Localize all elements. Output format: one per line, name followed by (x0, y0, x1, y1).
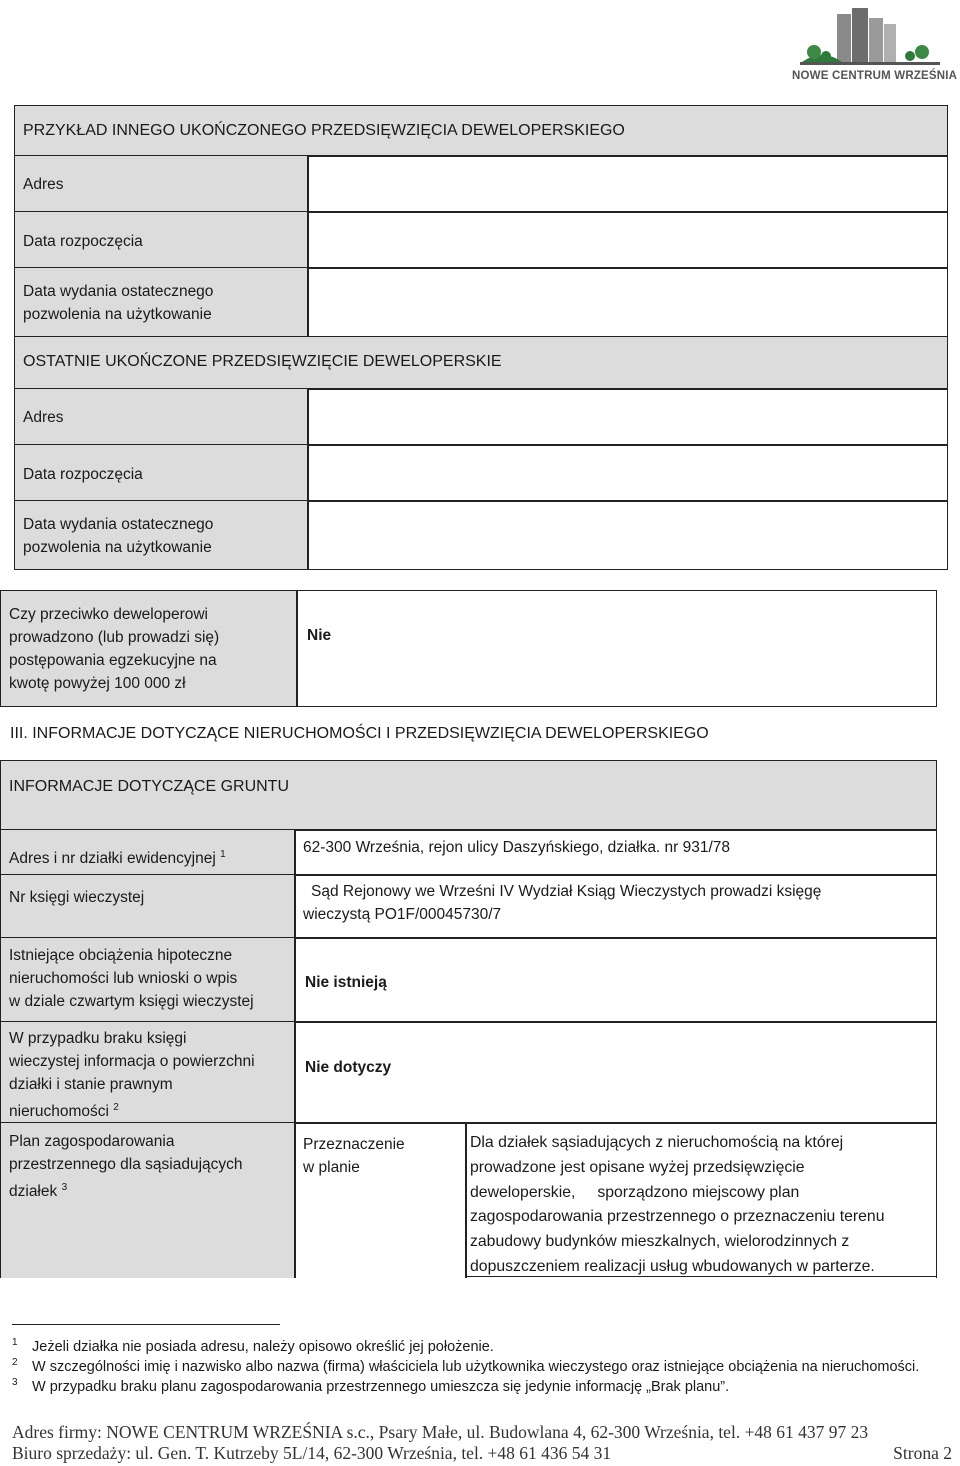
grunt-brak-line2: wieczystej informacja o powierzchni (9, 1053, 255, 1070)
footnote-2-num: 2 (12, 1357, 18, 1368)
egzekucja-line1: Czy przeciwko deweloperowi (9, 606, 208, 623)
plan-value-bottom-border (467, 1276, 937, 1277)
grunt-plan-value-line6: dopuszczeniem realizacji usług wbudowanych w parterze. (470, 1257, 875, 1275)
footnote-separator (12, 1324, 280, 1325)
table1-permit-line2: pozwolenia na użytkowanie (23, 306, 212, 323)
grunt-brak-line4: nieruchomości (9, 1103, 109, 1121)
grunt-plan-value-line1: Dla działek sąsiadujących z nieruchomością na której (470, 1134, 844, 1151)
table2-adres-value (307, 388, 948, 446)
grunt-plan-value-line2: prowadzone jest opisane wyżej przedsięwzięcie (470, 1158, 805, 1176)
grunt-plan-label (3, 1130, 249, 1203)
table1-permit-line1: Data wydania ostatecznego (23, 283, 214, 300)
grunt-ksiega-line1: Sąd Rejonowy we Wrześni IV Wydział Ksiąg Wieczystych prowadzi księgę (311, 883, 822, 900)
footnote-3 (12, 1377, 942, 1397)
table2-header-cell (14, 336, 948, 390)
grunt-ksiega-label-cell (0, 874, 296, 939)
grunt-plan-value-line5: zabudowy budynków mieszkalnych, wielorodzinnych z (470, 1233, 850, 1251)
grunt-obciazenia-label-cell (0, 937, 296, 1023)
grunt-brak-line3: działki i stanie prawnym (9, 1076, 173, 1093)
grunt-ksiega-line2: wieczystą PO1F/00045730/7 (303, 906, 502, 923)
grunt-ksiega-value (297, 880, 827, 926)
grunt-przeznaczenie-line1: Przeznaczenie (303, 1136, 405, 1153)
grunt-adres-value-cell (294, 829, 937, 876)
footnote-1-num: 1 (12, 1337, 18, 1348)
table2-start-label: Data rozpoczęcia (23, 466, 143, 483)
egzekucja-label (3, 603, 225, 695)
table2-start-label-cell (14, 444, 309, 502)
table1-adres-label: Adres (23, 176, 64, 193)
grunt-ksiega-value-cell (294, 874, 937, 939)
table2-adres-label: Adres (23, 409, 64, 426)
grunt-header-cell (0, 760, 937, 831)
grunt-adres-label-cell (0, 829, 296, 876)
grunt-obciazenia-line2: nieruchomości lub wnioski o wpis (9, 970, 238, 987)
logo-text: NOWE CENTRUM WRZEŚNIA (792, 70, 958, 82)
footer-sales-office: Biuro sprzedaży: ul. Gen. T. Kutrzeby 5L/14, 62-300 Września, tel. +48 61 436 54 31 (12, 1443, 612, 1463)
footnote-2-text: W szczególności imię i nazwisko albo nazwa (firma) właściciela lub użytkownika wieczystego oraz istniejące obciążenia na nieruchomości. (32, 1359, 920, 1375)
table1-adres-value (307, 155, 948, 213)
grunt-obciazenia-line1: Istniejące obciążenia hipoteczne (9, 947, 233, 964)
footnote-3-num: 3 (12, 1377, 18, 1388)
grunt-przeznaczenie-label-cell (294, 1122, 467, 1278)
egzekucja-line2: prowadzono (lub prowadzi się) (9, 629, 220, 646)
table2-adres-label-cell (14, 388, 309, 446)
grunt-plan-value-cell (465, 1122, 937, 1278)
table1-start-label: Data rozpoczęcia (23, 233, 143, 250)
grunt-plan-line2: przestrzennego dla sąsiadujących (9, 1156, 243, 1173)
table1-start-label-cell (14, 211, 309, 269)
grunt-brak-label (3, 1027, 261, 1123)
grunt-plan-label-cell (0, 1122, 296, 1278)
page-number: Strona 2 (893, 1443, 952, 1463)
grunt-ksiega-label: Nr księgi wieczystej (9, 889, 145, 906)
grunt-plan-value (470, 1131, 885, 1280)
grunt-obciazenia-line3: w dziale czwartym księgi wieczystej (9, 993, 254, 1010)
egzekucja-value-cell (296, 590, 937, 707)
grunt-obciazenia-value-cell (294, 937, 937, 1023)
table2-permit-line2: pozwolenia na użytkowanie (23, 539, 212, 556)
footer-company-address: Adres firmy: NOWE CENTRUM WRZEŚNIA s.c., Psary Małe, ul. Budowlana 4, 62-300 Września, tel. +48 61 437 97 23 (12, 1422, 869, 1442)
grunt-obciazenia-value: Nie istnieją (305, 974, 387, 991)
page-footer (12, 1422, 952, 1464)
table2-permit-value (307, 500, 948, 570)
grunt-plan-line1: Plan zagospodarowania (9, 1133, 175, 1150)
footnote-2 (12, 1357, 942, 1377)
grunt-brak-label-cell (0, 1021, 296, 1124)
grunt-adres-value: 62-300 Września, rejon ulicy Daszyńskiego, działka. nr 931/78 (303, 839, 731, 856)
footnotes (12, 1337, 942, 1397)
grunt-plan-value-line3: deweloperskie, sporządzono miejscowy plan (470, 1183, 800, 1201)
footnote-ref-2: 2 (113, 1102, 119, 1113)
building-logo-icon (792, 4, 952, 74)
grunt-adres-label (3, 843, 232, 870)
grunt-brak-value: Nie dotyczy (305, 1059, 392, 1076)
table1-start-value (307, 211, 948, 269)
table1-permit-label-cell (14, 267, 309, 338)
footnote-3-text: W przypadku braku planu zagospodarowania przestrzennego umieszcza się jedynie informację „Brak planu”. (32, 1379, 730, 1395)
table2-permit-label-cell (14, 500, 309, 570)
grunt-brak-value-cell (294, 1021, 937, 1124)
grunt-przeznaczenie-label (297, 1133, 411, 1179)
footnote-1 (12, 1337, 942, 1357)
table1-permit-label (17, 280, 219, 326)
grunt-header: INFORMACJE DOTYCZĄCE GRUNTU (9, 778, 289, 795)
table1-header: PRZYKŁAD INNEGO UKOŃCZONEGO PRZEDSIĘWZIĘCIA DEWELOPERSKIEGO (23, 122, 625, 139)
grunt-brak-line1: W przypadku braku księgi (9, 1030, 187, 1047)
grunt-adres-text: Adres i nr działki ewidencyjnej (9, 850, 216, 868)
section3-title: III. INFORMACJE DOTYCZĄCE NIERUCHOMOŚCI I PRZEDSIĘWZIĘCIA DEWELOPERSKIEGO (10, 725, 709, 742)
egzekucja-value: Nie (307, 627, 332, 644)
egzekucja-line3: postępowania egzekucyjne na (9, 652, 217, 669)
grunt-plan-line3: działek (9, 1183, 58, 1201)
table2-permit-label (17, 513, 219, 559)
footnote-1-text: Jeżeli działka nie posiada adresu, należy opisowo określić jej położenie. (32, 1339, 494, 1355)
footnote-ref-1: 1 (220, 849, 226, 860)
table1-permit-value (307, 267, 948, 338)
egzekucja-label-cell (0, 590, 298, 707)
grunt-plan-value-line4: zagospodarowania przestrzennego o przeznaczeniu terenu (470, 1208, 885, 1226)
table2-header: OSTATNIE UKOŃCZONE PRZEDSIĘWZIĘCIE DEWELOPERSKIE (23, 353, 502, 370)
grunt-przeznaczenie-line2: w planie (303, 1159, 360, 1176)
footnote-ref-3: 3 (61, 1182, 68, 1193)
table2-permit-line1: Data wydania ostatecznego (23, 516, 214, 533)
egzekucja-line4: kwotę powyżej 100 000 zł (9, 675, 186, 692)
grunt-obciazenia-label (3, 944, 260, 1013)
table1-header-cell (14, 105, 948, 157)
table1-adres-label-cell (14, 155, 309, 213)
table2-start-value (307, 444, 948, 502)
